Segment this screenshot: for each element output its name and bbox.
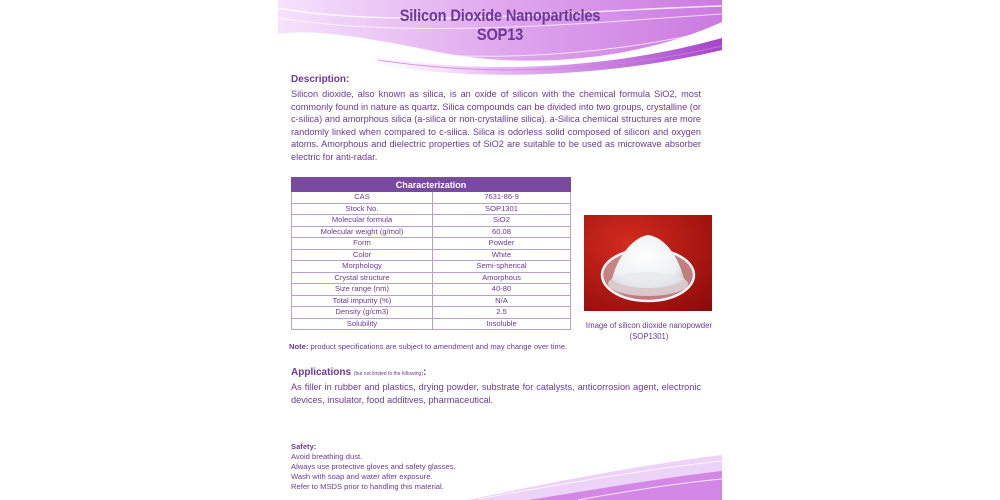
description-heading: Description: — [291, 74, 350, 85]
silica-powder-dish-image — [584, 215, 712, 311]
safety-line: Avoid breathing dust. — [291, 452, 363, 461]
characterization-row — [292, 318, 571, 330]
specification-note — [289, 342, 567, 351]
property-label: Solubility — [292, 318, 433, 330]
safety-heading: Safety: — [291, 442, 317, 451]
applications-heading-line — [291, 367, 426, 378]
property-value: Powder — [433, 238, 571, 250]
property-value: Insoluble — [433, 318, 571, 330]
characterization-table — [291, 177, 571, 330]
characterization-row — [292, 284, 571, 296]
property-value: SOP1301 — [433, 203, 571, 215]
applications-heading: Applications — [291, 367, 352, 378]
safety-line: Wash with soap and water after exposure. — [291, 472, 433, 481]
property-label: Form — [292, 238, 433, 250]
characterization-row — [292, 226, 571, 238]
characterization-heading: Characterization — [292, 178, 571, 192]
property-value: White — [433, 249, 571, 261]
property-label: Crystal structure — [292, 272, 433, 284]
property-label: Stock No. — [292, 203, 433, 215]
property-value: Semi-spherical — [433, 261, 571, 273]
characterization-row — [292, 215, 571, 227]
applications-text: As filler in rubber and plastics, drying powder, substrate for catalysts, anticorrosion agent, electronic devices, insulator, food additives, pharmaceutical. — [291, 382, 701, 405]
property-value: SiO2 — [433, 215, 571, 227]
safety-line: Refer to MSDS prior to handling this material. — [291, 482, 444, 491]
description-text: Silicon dioxide, also known as silica, is an oxide of silicon with the chemical formula SiO2, most commonly found in nature as quartz. Silica compounds can be divided into two groups, crystalline (or c-silica) and amorphous silica (a-silica or non-crystalline silica). a-Silica chemical structures are more randomly linked when compared to c-silica. Silica is odorless solid composed of silicon and oxygen atoms. Amorphous and dielectric properties of SiO2 are suitable to be used as microwave absorber electric for anti-radar. — [291, 89, 701, 162]
property-label: Morphology — [292, 261, 433, 273]
note-text: product specifications are subject to amendment and may change over time. — [308, 342, 568, 351]
characterization-row — [292, 238, 571, 250]
datasheet-page — [278, 0, 722, 500]
note-label: Note: — [289, 342, 309, 351]
characterization-row — [292, 295, 571, 307]
characterization-row — [292, 203, 571, 215]
property-value: 2.5 — [433, 307, 571, 319]
property-label: Color — [292, 249, 433, 261]
property-label: CAS — [292, 192, 433, 204]
photo-caption: Image of silicon dioxide nanopowder (SOP1301) — [585, 321, 713, 341]
characterization-row — [292, 249, 571, 261]
characterization-row — [292, 307, 571, 319]
safety-line: Always use protective gloves and safety glasses. — [291, 462, 456, 471]
property-label: Molecular formula — [292, 215, 433, 227]
property-value: Amorphous — [433, 272, 571, 284]
characterization-row — [292, 261, 571, 273]
product-code: SOP13 — [476, 25, 524, 44]
property-value: 7631-86-9 — [433, 192, 571, 204]
property-value: 60.08 — [433, 226, 571, 238]
characterization-row — [292, 272, 571, 284]
property-label: Size range (nm) — [292, 284, 433, 296]
characterization-row — [292, 192, 571, 204]
applications-subnote: (but not limited to the following) — [353, 371, 423, 377]
applications-colon: : — [423, 367, 427, 378]
product-title: Silicon Dioxide Nanoparticles — [399, 6, 601, 25]
property-label: Total impurity (%) — [292, 295, 433, 307]
property-label: Molecular weight (g/mol) — [292, 226, 433, 238]
product-photo — [584, 215, 712, 311]
property-value: 40-80 — [433, 284, 571, 296]
property-label: Density (g/cm3) — [292, 307, 433, 319]
safety-section — [291, 442, 456, 492]
property-value: N/A — [433, 295, 571, 307]
